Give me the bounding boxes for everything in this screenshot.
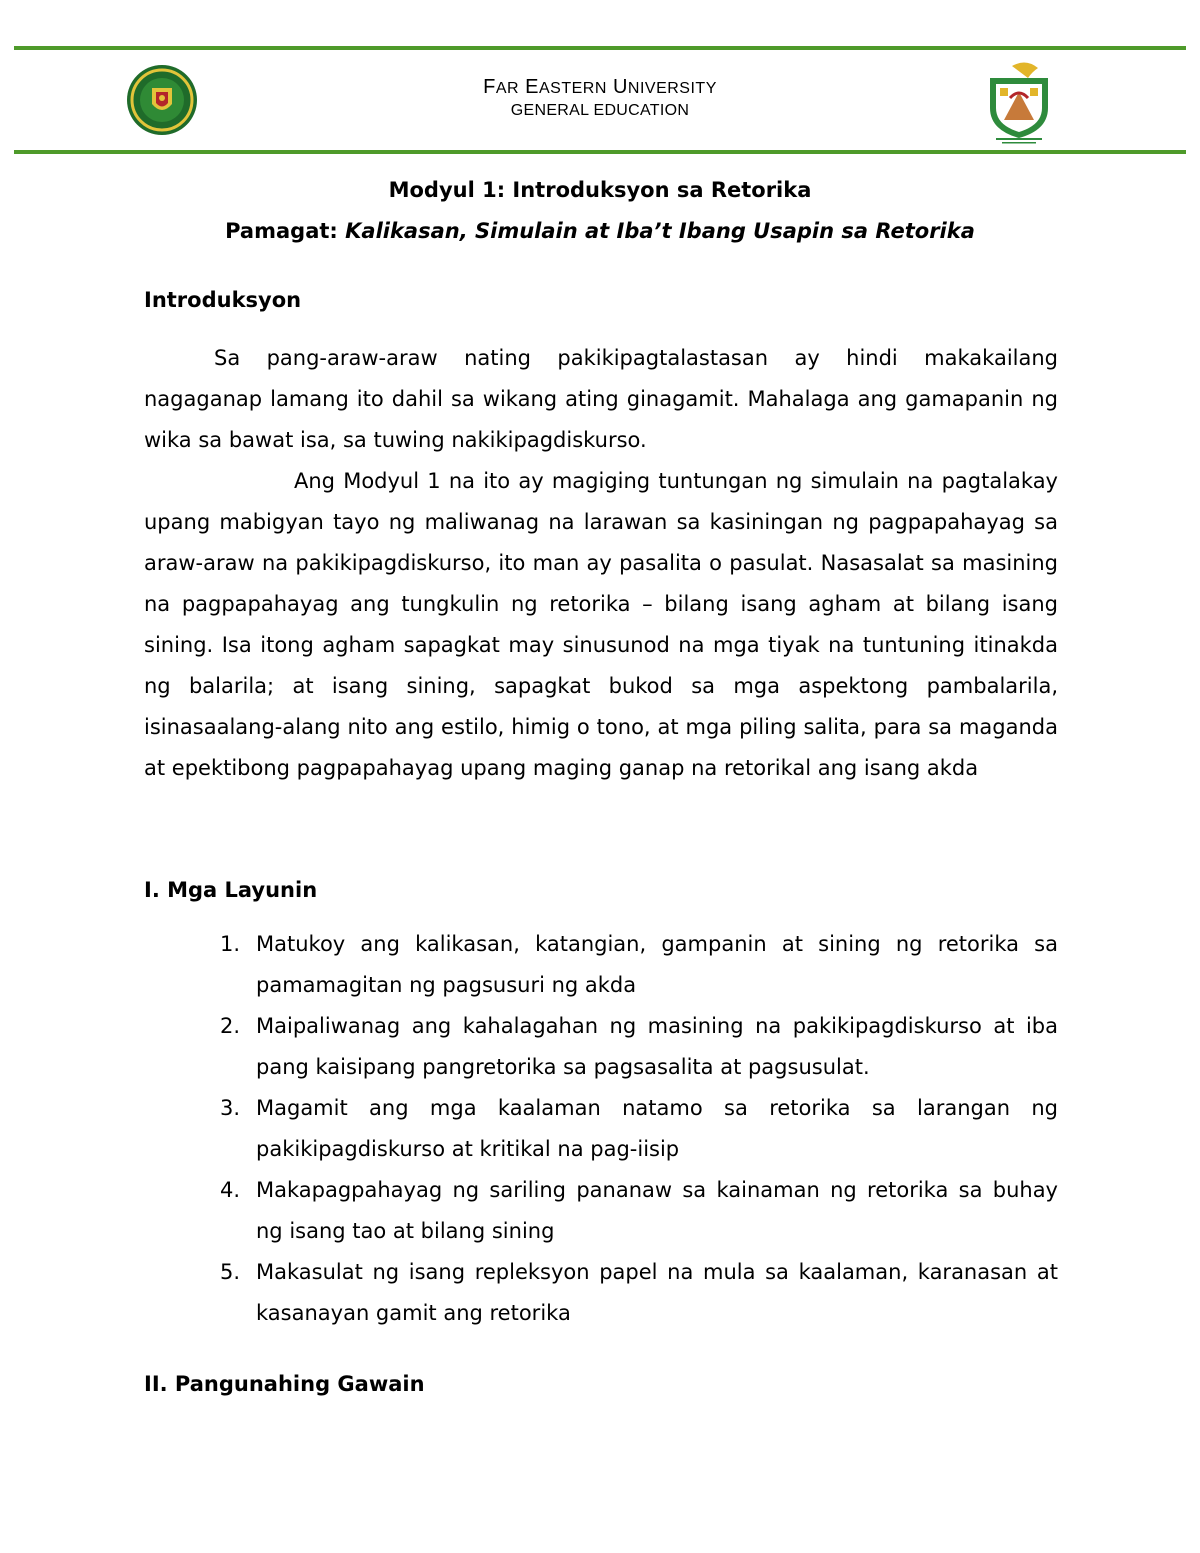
list-item-text: Makapagpahayag ng sariling pananaw sa kainaman ng retorika sa buhay ng isang tao at bilang sining bbox=[256, 1178, 1058, 1243]
department-name: GENERAL EDUCATION bbox=[510, 102, 690, 119]
header-bottom-rule bbox=[14, 150, 1186, 154]
list-item bbox=[144, 1252, 1058, 1334]
university-name: FAR EASTERN UNIVERSITY bbox=[483, 76, 717, 98]
list-item bbox=[144, 924, 1058, 1006]
list-item-text: Magamit ang mga kaalaman natamo sa retorika sa larangan ng pakikipagdiskurso at kritikal na pag-iisip bbox=[256, 1096, 1058, 1161]
list-item-number: 4. bbox=[220, 1178, 241, 1202]
header-top-rule bbox=[14, 46, 1186, 50]
objectives-heading: I. Mga Layunin bbox=[144, 878, 318, 902]
subtitle-text: Kalikasan, Simulain at Iba’t Ibang Usapin sa Retorika bbox=[345, 219, 975, 243]
list-item-number: 5. bbox=[220, 1260, 241, 1284]
subtitle-label: Pamagat: bbox=[225, 219, 338, 243]
objectives-list bbox=[144, 924, 1058, 1334]
university-seal-icon bbox=[126, 64, 198, 136]
intro-paragraph-1: Sa pang-araw-araw nating pakikipagtalastasan ay hindi makakailang nagaganap lamang ito dahil sa wikang ating ginagamit. Mahalaga ang gamapanin ng wika sa bawat isa, sa tuwing nakikipagdiskurso. bbox=[144, 346, 1058, 452]
list-item bbox=[144, 1170, 1058, 1252]
module-subtitle bbox=[0, 219, 1200, 243]
list-item bbox=[144, 1006, 1058, 1088]
intro-heading: Introduksyon bbox=[144, 288, 302, 312]
list-item-number: 1. bbox=[220, 932, 241, 956]
activities-heading: II. Pangunahing Gawain bbox=[144, 1372, 425, 1396]
list-item-text: Matukoy ang kalikasan, katangian, gampanin at sining ng retorika sa pamamagitan ng pagsusuri ng akda bbox=[256, 932, 1058, 997]
general-education-crest-icon bbox=[982, 58, 1056, 144]
list-item-text: Maipaliwanag ang kahalagahan ng masining na pakikipagdiskurso at iba pang kaisipang pangretorika sa pagsasalita at pagsusulat. bbox=[256, 1014, 1058, 1079]
list-item-text: Makasulat ng isang repleksyon papel na mula sa kaalaman, karanasan at kasanayan gamit ang retorika bbox=[256, 1260, 1058, 1325]
list-item bbox=[144, 1088, 1058, 1170]
intro-paragraph-2: Ang Modyul 1 na ito ay magiging tuntungan ng simulain na pagtalakay upang mabigyan tayo ng maliwanag na larawan sa kasiningan ng pagpapahayag sa araw-araw na pakikipagdiskurso, ito man ay pasalita o pasulat. Nasasalat sa masining na pagpapahayag ang tungkulin ng retorika – bilang isang agham at bilang isang sining. Isa itong agham sapagkat may sinusunod na mga tiyak na tuntuning itinakda ng balarila; at isang sining, sapagkat bukod sa mga aspektong pambalarila, isinasaalang-alang nito ang estilo, himig o tono, at mga piling salita, para sa maganda at epektibong pagpapahayag upang maging ganap na retorikal ang isang akda bbox=[144, 469, 1058, 780]
module-title: Modyul 1: Introduksyon sa Retorika bbox=[388, 178, 812, 202]
list-item-number: 2. bbox=[220, 1014, 241, 1038]
list-item-number: 3. bbox=[220, 1096, 241, 1120]
